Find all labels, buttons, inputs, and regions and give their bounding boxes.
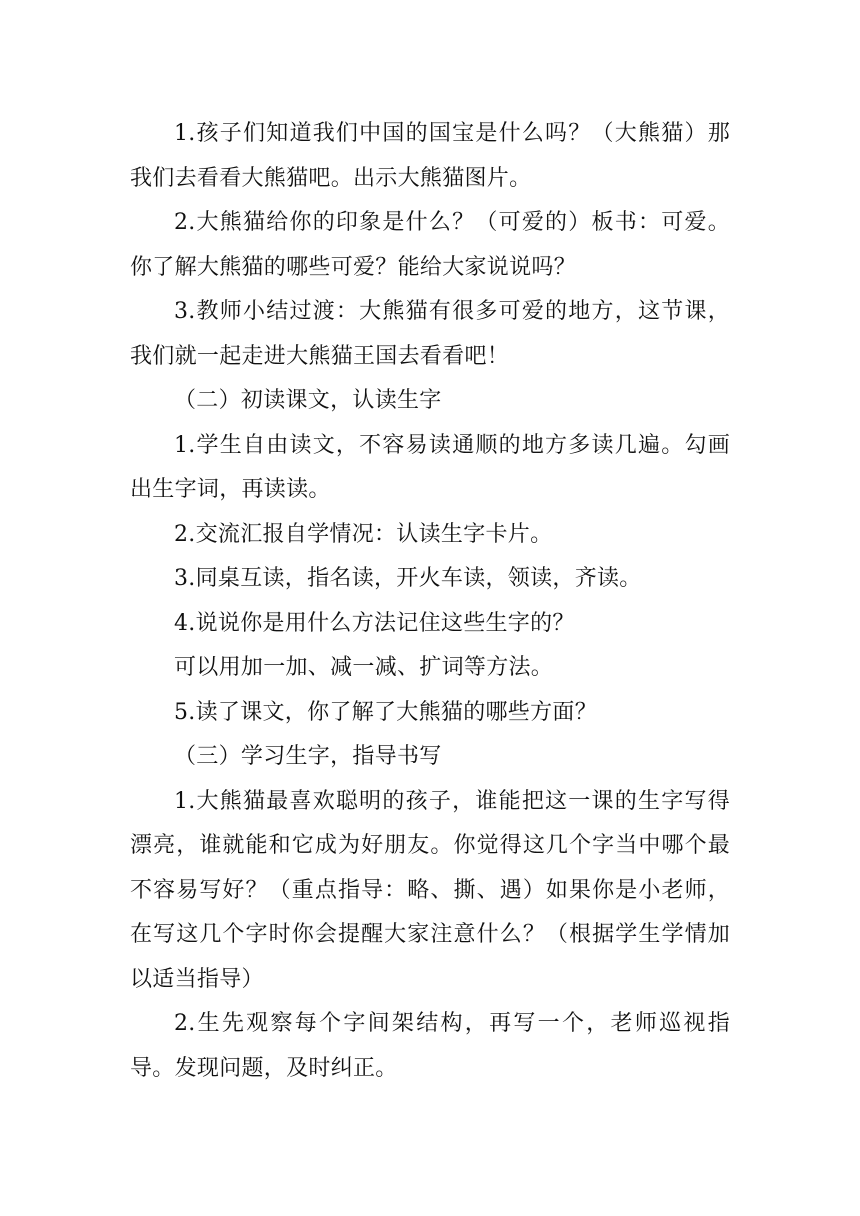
paragraph-memory-method: 4.说说你是用什么方法记住这些生字的？	[174, 610, 575, 636]
paragraph-intro-question: 1.孩子们知道我们中国的国宝是什么吗？（大熊猫）那我们去看看大熊猫吧。出示大熊猫图片。	[130, 121, 730, 191]
paragraph-writing-guidance: 1.大熊猫最喜欢聪明的孩子，谁能把这一课的生字写得漂亮，谁就能和它成为好朋友。你觉得这几个字当中哪个最不容易写好？（重点指导：略、撕、遇）如果你是小老师，在写这几个字时你会提醒大家注意什么？（根据学生学情加以适当指导）	[130, 788, 730, 992]
paragraph-peer-reading: 3.同桌互读，指名读，开火车读，领读，齐读。	[174, 566, 642, 591]
section-heading-2: （二）初读课文，认读生字	[174, 388, 442, 413]
paragraph-observe-write: 2.生先观察每个字间架结构，再写一个，老师巡视指导。发现问题，及时纠正。	[130, 1011, 730, 1081]
paragraph-understanding: 5.读了课文，你了解了大熊猫的哪些方面？	[174, 699, 597, 725]
paragraph-report: 2.交流汇报自学情况：认读生字卡片。	[174, 521, 553, 547]
paragraph-free-reading: 1.学生自由读文，不容易读通顺的地方多读几遍。勾画出生字词，再读读。	[130, 432, 730, 502]
section-heading-3: （三）学习生字，指导书写	[174, 744, 442, 769]
paragraph-summary: 3.教师小结过渡：大熊猫有很多可爱的地方，这节课，我们就一起走进大熊猫王国去看看吧！	[130, 299, 730, 369]
paragraph-impression: 2.大熊猫给你的印象是什么？（可爱的）板书：可爱。你了解大熊猫的哪些可爱？能给大家说说吗？	[130, 210, 730, 280]
document-page	[130, 112, 730, 1091]
paragraph-methods: 可以用加一加、减一减、扩词等方法。	[174, 655, 554, 680]
